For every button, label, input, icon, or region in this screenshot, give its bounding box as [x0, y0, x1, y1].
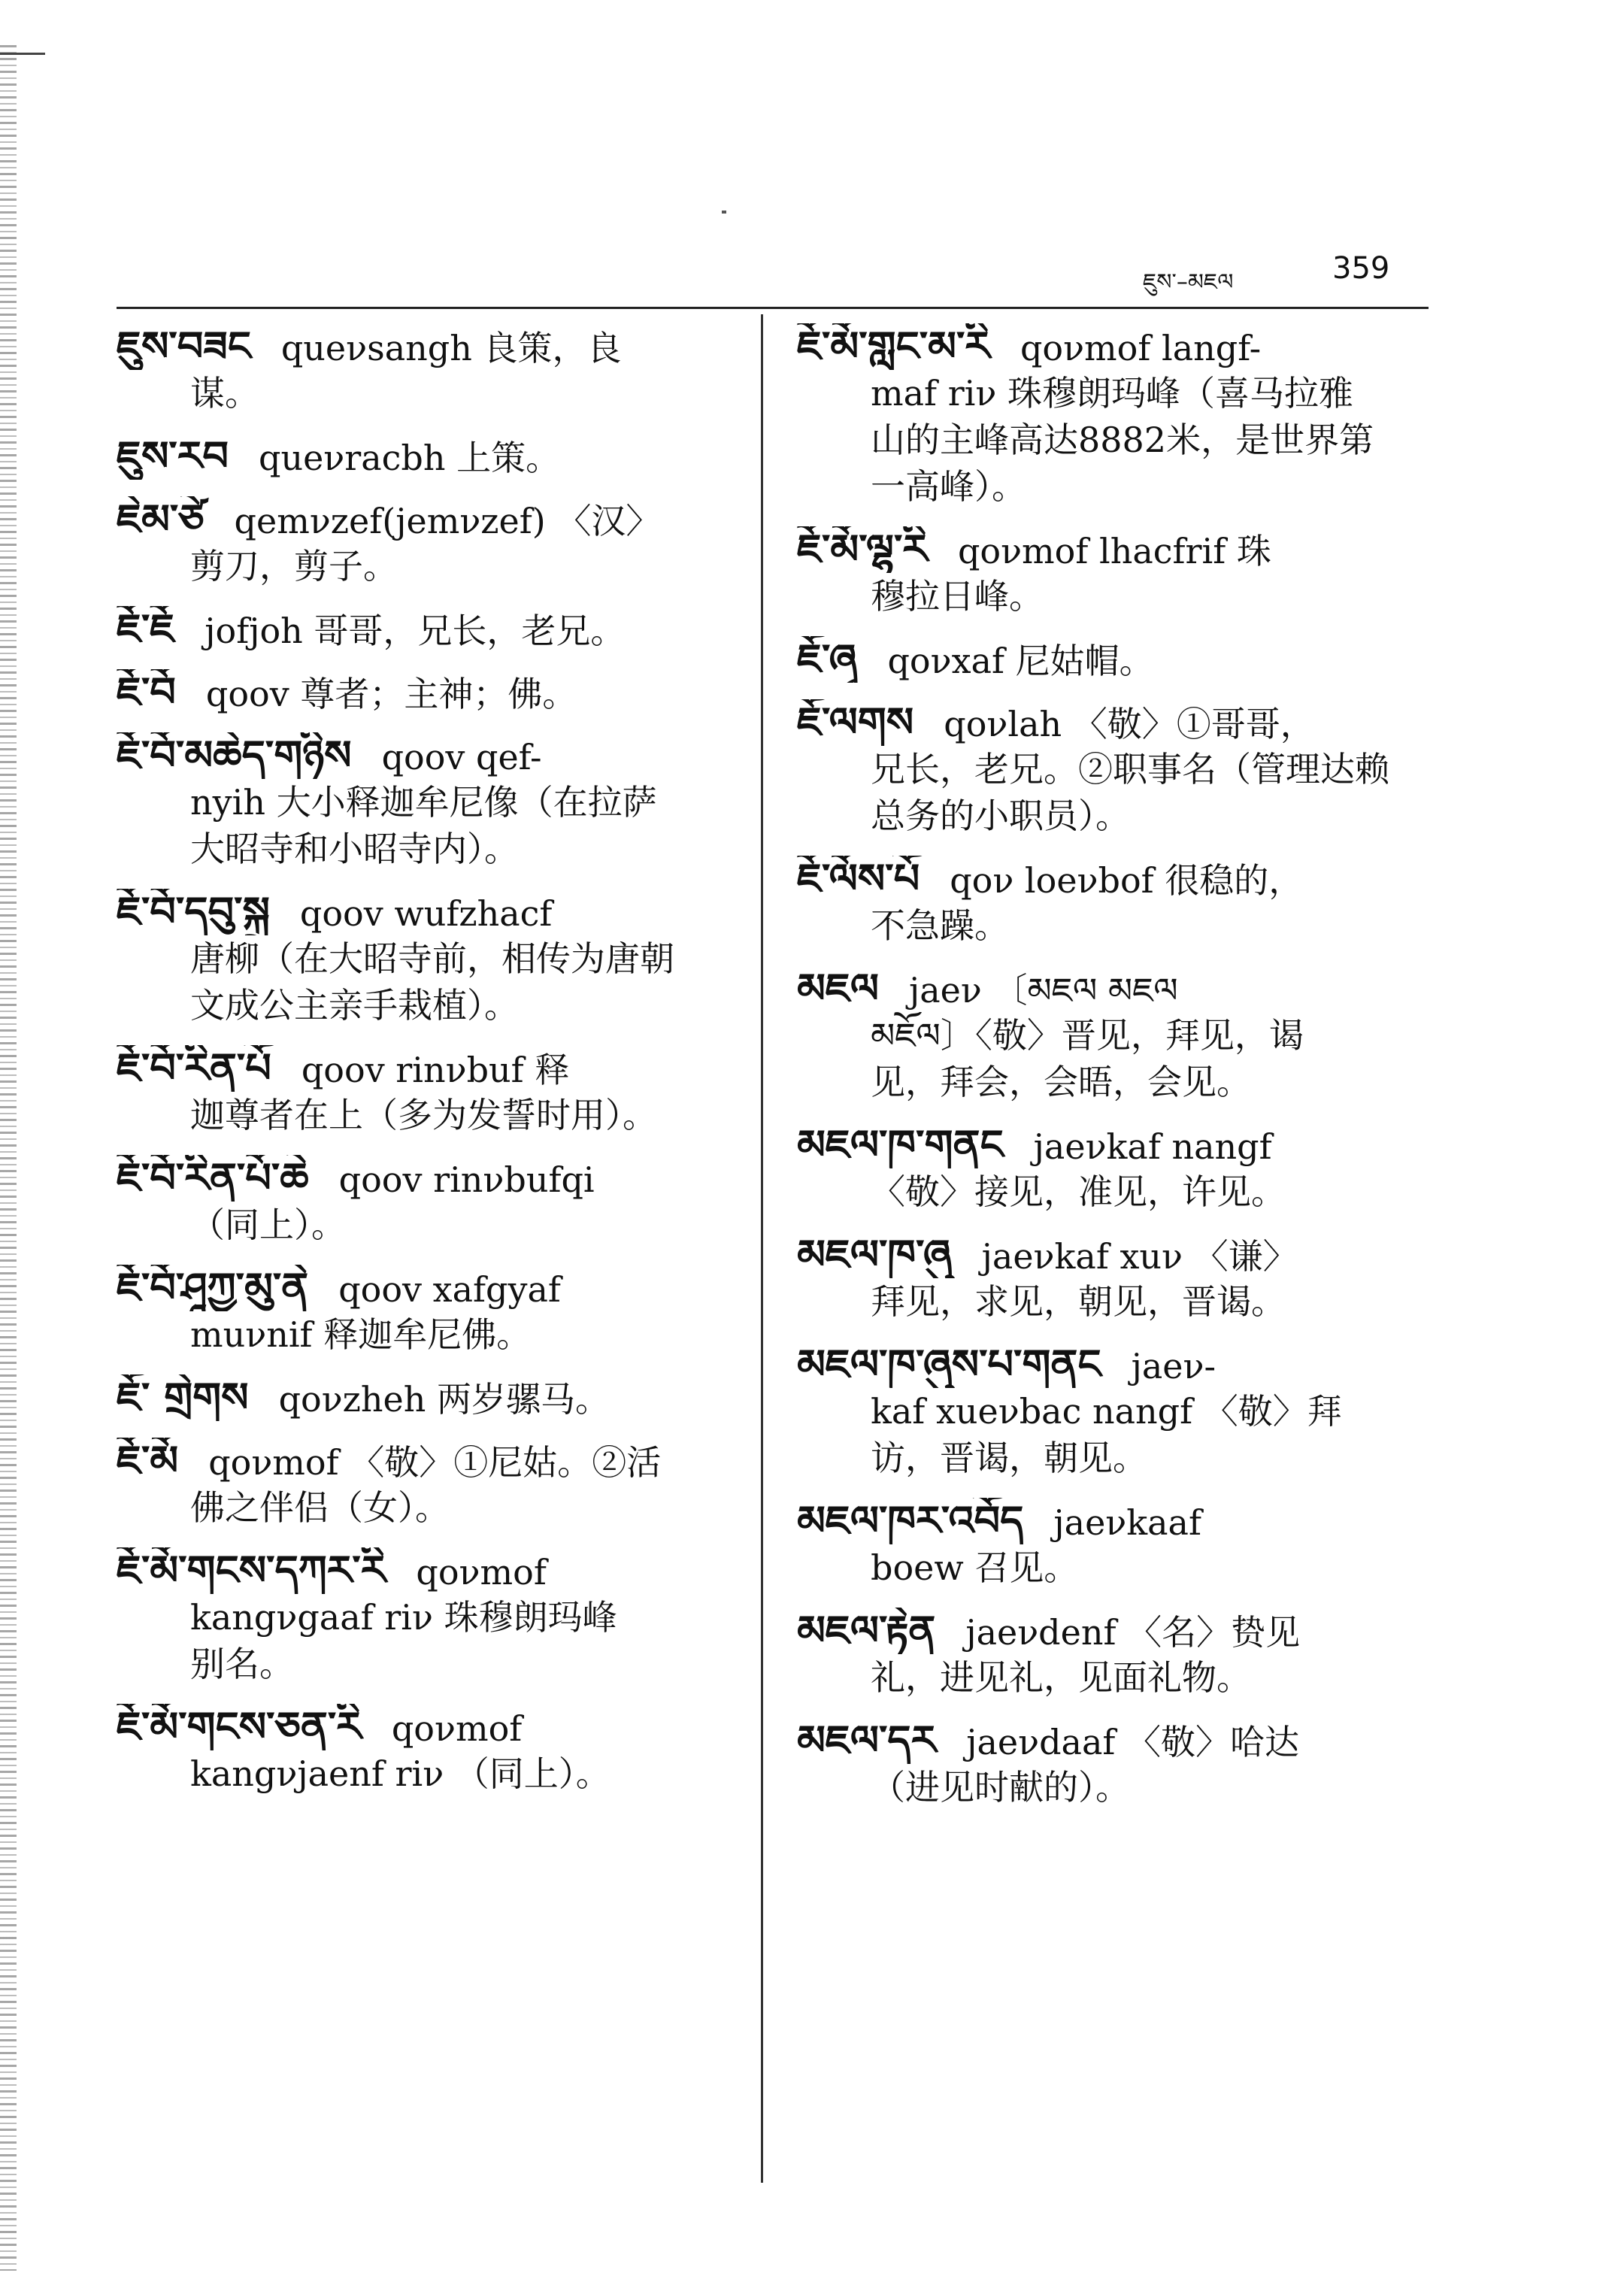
- entry-headword: མཇལ་ཁ་གནང: [797, 1122, 1004, 1168]
- entry-text: 总务的小职员）。: [871, 796, 1130, 836]
- entry-text: qoov rinνbuf 释: [301, 1050, 570, 1090]
- entry-text: 佛之伴侣（女）。: [190, 1487, 450, 1528]
- entry-headword: ཇེམ་ཙེ: [117, 496, 205, 543]
- dictionary-entry: [117, 669, 748, 716]
- entry-text: 别名。: [190, 1644, 294, 1684]
- entry-first-line: [117, 606, 748, 653]
- dictionary-entry: [117, 496, 748, 589]
- guide-words: ཇུས་–མཇལ: [1143, 269, 1234, 295]
- entry-text: qoov qef-: [381, 737, 542, 777]
- entry-text: 兄长，老兄。②职事名（管理达赖: [871, 749, 1389, 789]
- entry-text: jofjoh 哥哥，兄长，老兄。: [205, 611, 626, 651]
- entry-first-line: [117, 1704, 748, 1750]
- dictionary-entry: [117, 1704, 748, 1797]
- entry-continuation-line: [797, 1059, 1444, 1105]
- entry-continuation-line: [797, 1278, 1444, 1325]
- entry-headword: ཇུས་རབ: [117, 433, 229, 480]
- entry-text: qoνlah 〈敬〉①哥哥，: [944, 704, 1315, 744]
- entry-headword: མཇལ: [797, 965, 879, 1012]
- dictionary-entry: [797, 526, 1444, 620]
- entry-text: nyih 大小释迦牟尼像（在拉萨: [190, 782, 657, 823]
- entry-first-line: [797, 1717, 1444, 1764]
- dictionary-entry: [797, 965, 1444, 1105]
- entry-first-line: [117, 732, 748, 779]
- entry-headword: ཇོ་བོ་མཆེད་གཉིས: [117, 732, 352, 779]
- entry-headword: ཇོ་བོ་རིན་པོ་ཆེ: [117, 1155, 309, 1202]
- entry-text: （进见时献的）。: [871, 1767, 1130, 1808]
- entry-first-line: [117, 496, 748, 543]
- entry-first-line: [797, 636, 1444, 683]
- entry-text: queνracbh 上策。: [259, 438, 561, 478]
- entry-first-line: [117, 1374, 748, 1421]
- entry-first-line: [797, 1122, 1444, 1168]
- entry-first-line: [797, 323, 1444, 370]
- entry-text: jaeνkaaf: [1053, 1502, 1201, 1543]
- entry-headword: ཇོ་མོ་གངས་དཀར་རི: [117, 1547, 386, 1594]
- entry-text: qoνmof: [416, 1552, 547, 1593]
- dictionary-entry: [117, 1547, 748, 1687]
- entry-text: 拜见，求见，朝见，晋谒。: [871, 1281, 1286, 1322]
- dictionary-entry: [797, 1341, 1444, 1481]
- scan-edge: [0, 45, 17, 2271]
- entry-text: མཇོལ〕〈敬〉晋见，拜见，谒: [871, 1015, 1304, 1056]
- entry-continuation-line: [797, 1764, 1444, 1811]
- entry-continuation-line: [797, 573, 1444, 620]
- entry-text: 访，晋谒，朝见。: [871, 1438, 1147, 1478]
- column-divider: [761, 314, 763, 2183]
- dictionary-entry: [117, 606, 748, 653]
- entry-headword: ཇོ་བོ: [117, 669, 176, 716]
- entry-first-line: [117, 1547, 748, 1594]
- dictionary-entry: [117, 1374, 748, 1421]
- entry-continuation-line: [117, 1750, 748, 1797]
- entry-first-line: [797, 1232, 1444, 1278]
- entry-text: 唐柳（在大昭寺前，相传为唐朝: [190, 938, 674, 979]
- dictionary-entry: [797, 323, 1444, 510]
- entry-text: 谋。: [190, 373, 259, 414]
- entry-headword: ཇོ་ལོས་པོ: [797, 856, 920, 902]
- entry-text: 礼，进见礼，见面礼物。: [871, 1657, 1251, 1698]
- entry-headword: ཇོ་མོ་གངས་ཅན་རི: [117, 1704, 362, 1750]
- dictionary-entry: [117, 323, 748, 417]
- entry-first-line: [117, 1265, 748, 1311]
- entry-continuation-line: [797, 792, 1444, 839]
- entry-text: 迦尊者在上（多为发誓时用）。: [190, 1095, 657, 1135]
- header-rule: [117, 307, 1429, 309]
- entry-continuation-line: [117, 1092, 748, 1138]
- entry-continuation-line: [117, 1594, 748, 1641]
- entry-continuation-line: [117, 779, 748, 826]
- entry-continuation-line: [797, 1388, 1444, 1435]
- entry-text: 穆拉日峰。: [871, 576, 1044, 617]
- entry-text: 一高峰）。: [871, 466, 1026, 507]
- dictionary-entry: [117, 433, 748, 480]
- entry-text: qoν loeνbof 很稳的，: [950, 860, 1304, 901]
- entry-continuation-line: [117, 1311, 748, 1358]
- entry-text: jaeνkaf nangf: [1033, 1126, 1272, 1167]
- entry-continuation-line: [797, 746, 1444, 792]
- entry-headword: མཇལ་ཁ་ཞུ: [797, 1232, 952, 1278]
- entry-headword: ཇོ་བོ་རིན་པོ: [117, 1045, 271, 1092]
- dictionary-entry: [797, 1232, 1444, 1325]
- entry-text: qoov 尊者；主神；佛。: [205, 674, 577, 714]
- entry-text: jaeνkaf xuν 〈谦〉: [981, 1236, 1298, 1277]
- entry-text: jaeνdaaf 〈敬〉哈达: [966, 1722, 1300, 1762]
- entry-continuation-line: [797, 1012, 1444, 1059]
- entry-headword: ཇོ་མོ་ལྷ་རི: [797, 526, 928, 573]
- entry-continuation-line: [117, 1641, 748, 1687]
- entry-headword: མཇལ་ཁར་འབོད: [797, 1498, 1024, 1544]
- dictionary-entry: [117, 889, 748, 1029]
- entry-headword: ཇོ་ གྲེགས: [117, 1374, 249, 1421]
- entry-first-line: [117, 433, 748, 480]
- entry-first-line: [117, 1155, 748, 1202]
- entry-first-line: [797, 1498, 1444, 1544]
- entry-first-line: [117, 669, 748, 716]
- entry-continuation-line: [797, 902, 1444, 949]
- entry-continuation-line: [117, 826, 748, 872]
- dictionary-entry: [797, 1717, 1444, 1811]
- dictionary-entry: [797, 1498, 1444, 1591]
- right-column: [797, 323, 1444, 1827]
- entry-text: jaeνdenf 〈名〉贽见: [965, 1612, 1301, 1653]
- entry-text: 〈敬〉接见，准见，许见。: [871, 1171, 1286, 1212]
- entry-text: qemνzef(jemνzef) 〈汉〉: [234, 501, 661, 541]
- entry-headword: ཇོ་བོ་དབུ་སྐྲ: [117, 889, 270, 935]
- entry-text: 剪刀，剪子。: [190, 546, 398, 586]
- entry-text: 不急躁。: [871, 905, 1009, 946]
- entry-text: maf riν 珠穆朗玛峰（喜马拉雅: [871, 373, 1353, 414]
- entry-continuation-line: [117, 1484, 748, 1531]
- entry-first-line: [797, 856, 1444, 902]
- entry-headword: ཇུས་བཟང: [117, 323, 251, 370]
- dictionary-entry: [797, 1122, 1444, 1215]
- entry-continuation-line: [797, 1435, 1444, 1481]
- entry-first-line: [797, 1608, 1444, 1654]
- entry-headword: ཇོ་མོ: [117, 1438, 179, 1484]
- dictionary-entry: [117, 1265, 748, 1358]
- entry-text: 文成公主亲手栽植）。: [190, 985, 519, 1026]
- entry-continuation-line: [117, 935, 748, 982]
- entry-continuation-line: [117, 370, 748, 417]
- dictionary-entry: [117, 732, 748, 872]
- entry-text: qoνzheh 两岁骡马。: [278, 1379, 610, 1420]
- entry-text: qoνmof 〈敬〉①尼姑。②活: [208, 1442, 662, 1483]
- entry-text: 山的主峰高达8882米，是世界第: [871, 420, 1374, 460]
- entry-first-line: [797, 1341, 1444, 1388]
- dictionary-entry: [797, 699, 1444, 839]
- entry-headword: ཇོ་མོ་གླང་མ་རི: [797, 323, 990, 370]
- dictionary-entry: [797, 636, 1444, 683]
- entry-text: qoov xafgyaf: [338, 1269, 561, 1310]
- entry-continuation-line: [797, 1654, 1444, 1701]
- entry-text: （同上）。: [190, 1205, 346, 1245]
- entry-text: kangνjaenf riν （同上）。: [190, 1753, 611, 1794]
- page-number: 359: [1332, 251, 1390, 286]
- entry-continuation-line: [117, 982, 748, 1029]
- entry-continuation-line: [117, 543, 748, 589]
- entry-continuation-line: [117, 1202, 748, 1248]
- entry-text: jaeν 〔མཇལ མཇལ: [908, 970, 1178, 1011]
- entry-headword: ཇོ་ཇོ: [117, 606, 175, 653]
- entry-continuation-line: [797, 417, 1444, 463]
- entry-continuation-line: [797, 463, 1444, 510]
- entry-text: kaf xueνbac nangf 〈敬〉拜: [871, 1391, 1342, 1432]
- entry-continuation-line: [797, 1168, 1444, 1215]
- entry-text: kangνgaaf riν 珠穆朗玛峰: [190, 1597, 617, 1638]
- left-column: [117, 323, 748, 1814]
- entry-text: 大昭寺和小昭寺内）。: [190, 829, 519, 869]
- scan-edge-mark: [0, 53, 45, 55]
- entry-headword: ཇོ་ལགས: [797, 699, 914, 746]
- entry-headword: མཇལ་དར: [797, 1717, 937, 1764]
- entry-headword: མཇལ་རྟེན: [797, 1608, 936, 1654]
- entry-continuation-line: [797, 1544, 1444, 1591]
- entry-first-line: [797, 965, 1444, 1012]
- dictionary-entry: [797, 1608, 1444, 1701]
- dictionary-entry: [797, 856, 1444, 949]
- page-header: [1128, 248, 1429, 293]
- entry-text: qoνmof langf-: [1020, 328, 1262, 368]
- entry-first-line: [117, 1045, 748, 1092]
- entry-text: jaeν-: [1131, 1346, 1216, 1386]
- entry-headword: ཇོ་བོ་ཤཱཀྱ་མུ་ནེ: [117, 1265, 309, 1311]
- dictionary-entry: [117, 1045, 748, 1138]
- entry-first-line: [117, 1438, 748, 1484]
- dictionary-entry: [117, 1155, 748, 1248]
- dictionary-entry: [117, 1438, 748, 1531]
- entry-text: qoνmof lhacfrif 珠: [957, 531, 1271, 571]
- entry-continuation-line: [797, 370, 1444, 417]
- entry-headword: ཇོ་ཞྭ: [797, 636, 858, 683]
- entry-text: qoνmof: [391, 1708, 523, 1749]
- entry-text: 见，拜会，会晤，会见。: [871, 1062, 1251, 1102]
- entry-text: qoov rinνbufqi: [338, 1159, 595, 1200]
- entry-headword: མཇལ་ཁ་ཞུས་པ་གནང: [797, 1341, 1101, 1388]
- entry-first-line: [797, 526, 1444, 573]
- entry-first-line: [797, 699, 1444, 746]
- scan-speck: [722, 211, 726, 214]
- entry-text: muνnif 释迦牟尼佛。: [190, 1314, 532, 1355]
- entry-first-line: [117, 889, 748, 935]
- entry-text: qoov wufzhacf: [299, 893, 553, 934]
- entry-first-line: [117, 323, 748, 370]
- entry-text: queνsangh 良策，良: [280, 328, 622, 368]
- entry-text: qoνxaf 尼姑帽。: [887, 641, 1154, 681]
- entry-text: boew 召见。: [871, 1547, 1079, 1588]
